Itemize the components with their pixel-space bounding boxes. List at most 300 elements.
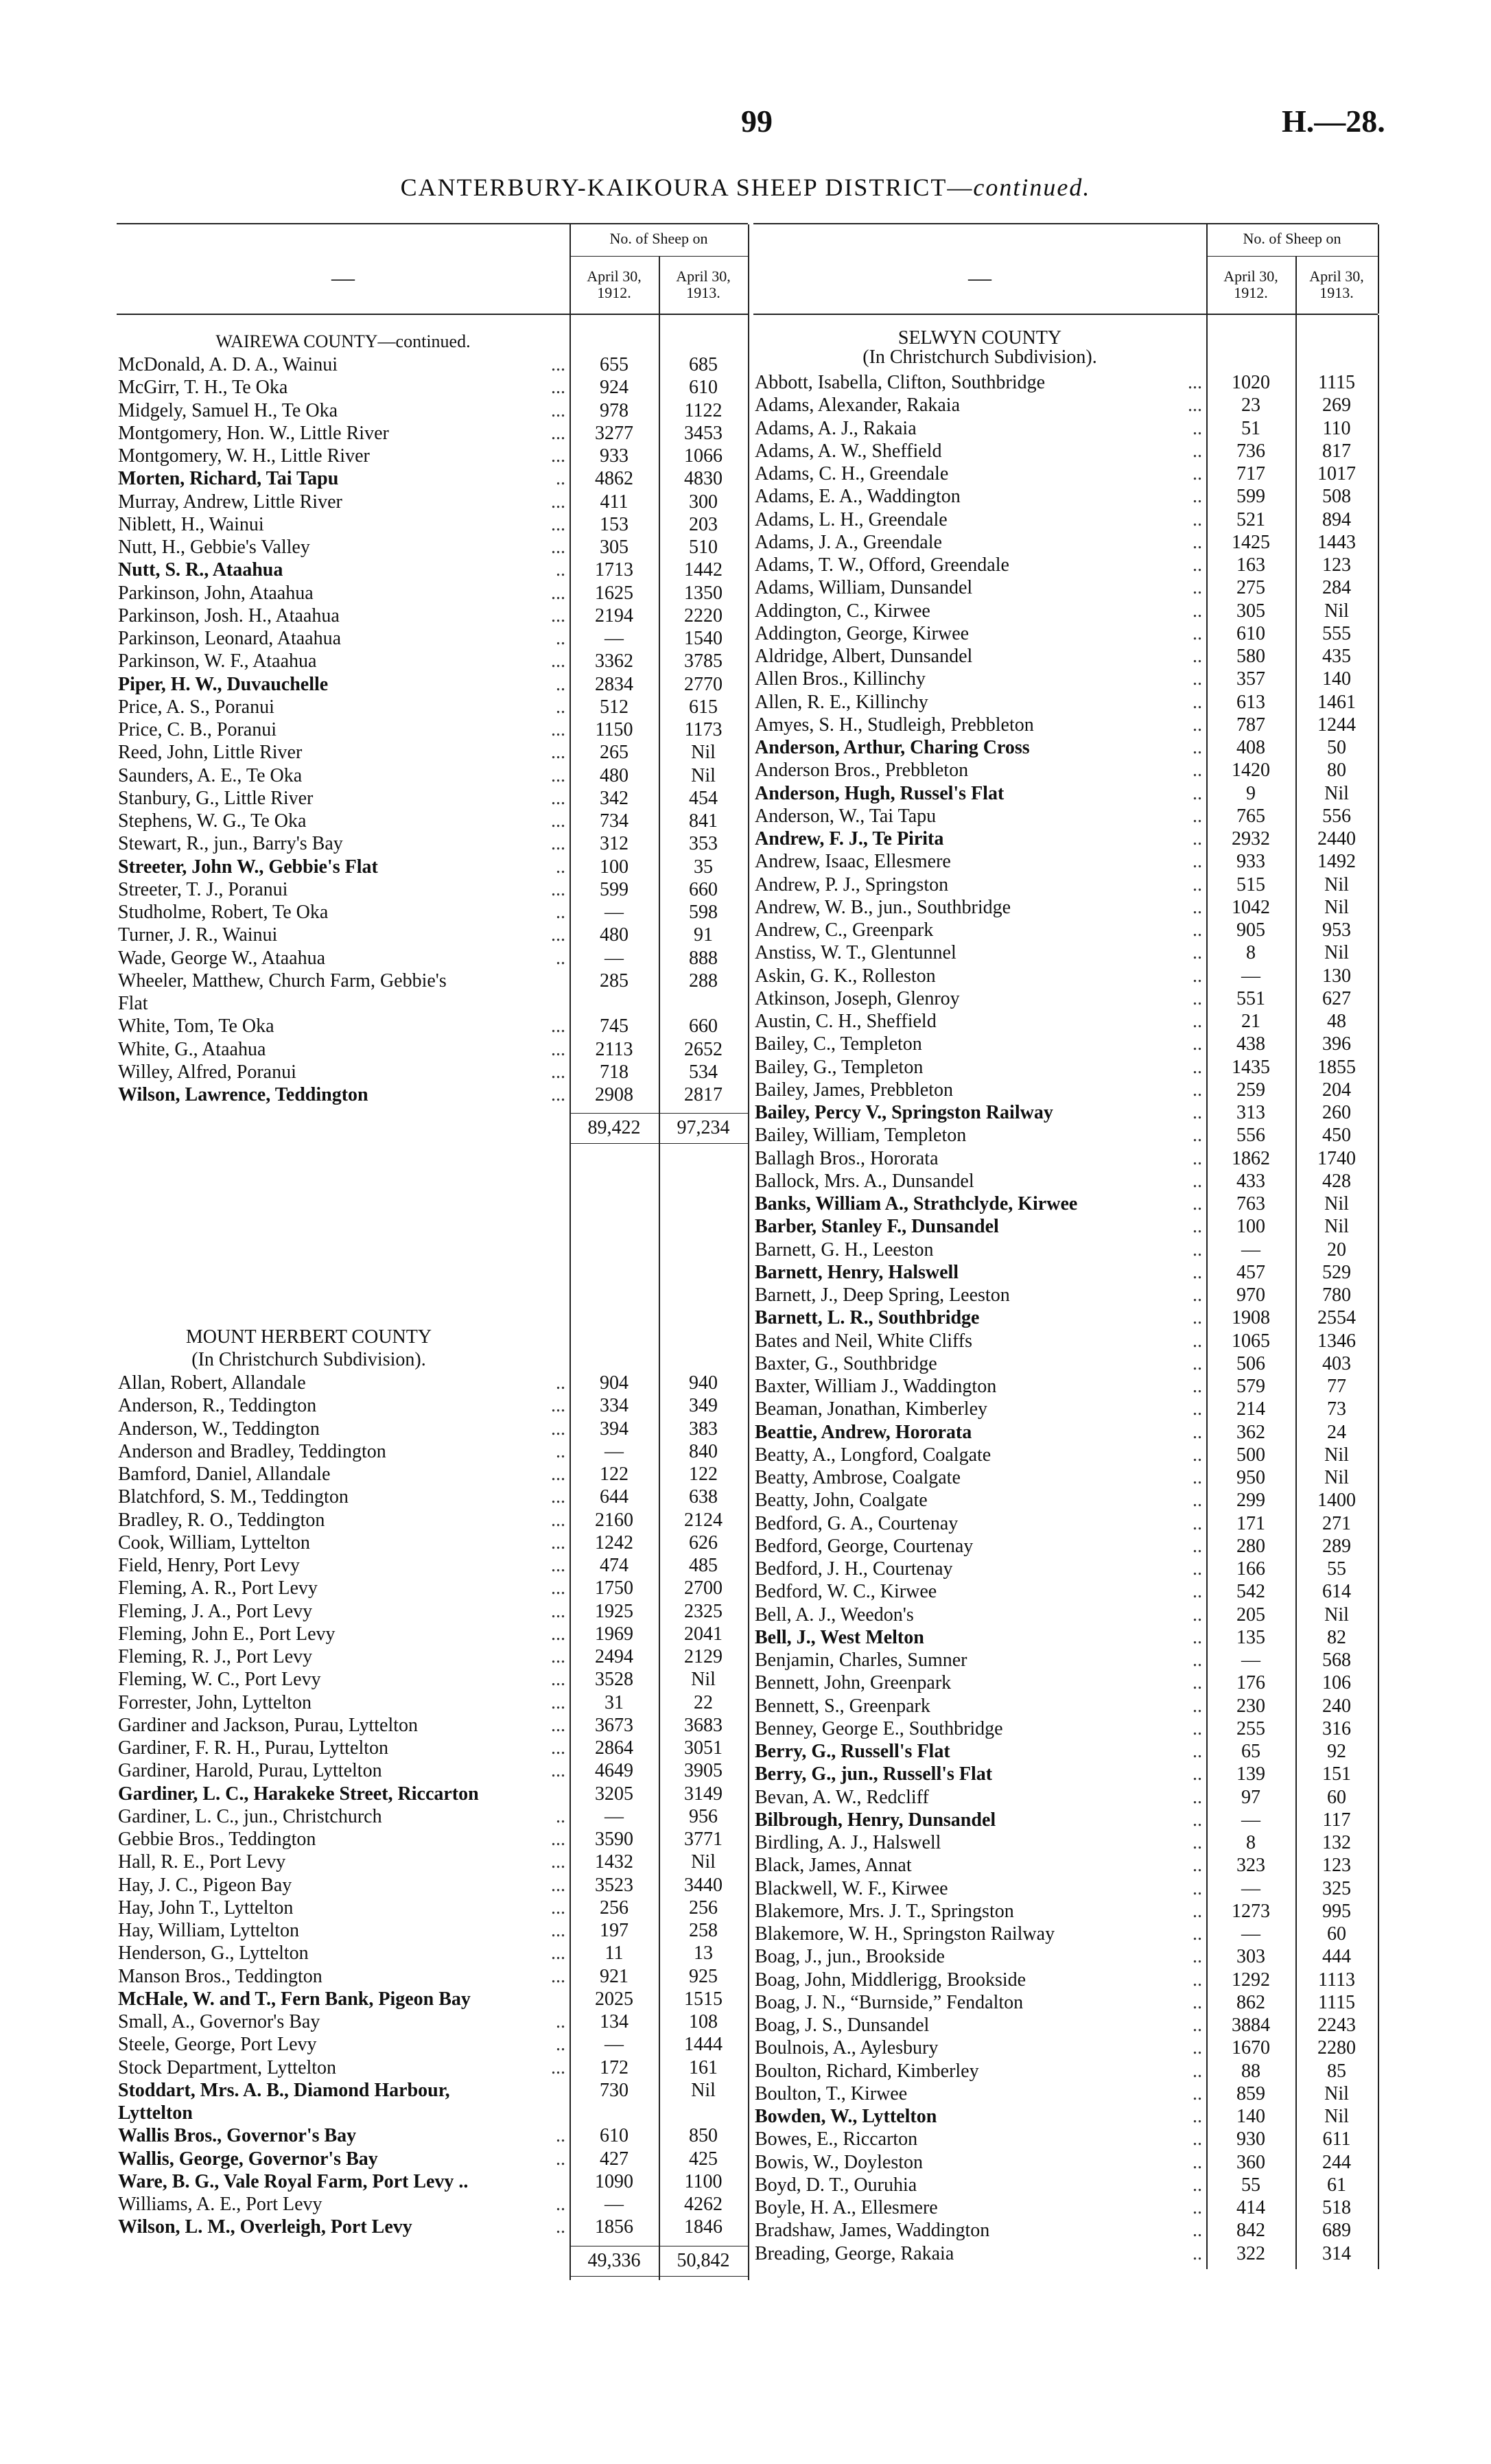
sheep-1913: 73	[1327, 1398, 1346, 1420]
sheep-1912: 88	[1241, 2060, 1260, 2082]
leader-dots: ...	[551, 787, 565, 809]
leader-dots: ...	[551, 1669, 565, 1691]
sheep-1913: 685	[689, 354, 718, 375]
sheep-1913: Nil	[691, 742, 716, 764]
table-row	[117, 947, 748, 970]
leader-dots: ..	[1193, 463, 1202, 484]
table-row	[753, 2196, 1378, 2219]
sheep-1912: 930	[1236, 2128, 1265, 2150]
sheep-1912: 303	[1236, 1946, 1265, 1968]
leader-dots: ..	[556, 856, 565, 878]
sheep-1913: 1540	[684, 628, 723, 649]
leader-dots: ..	[1193, 1239, 1202, 1260]
leader-dots: ...	[551, 1943, 565, 1964]
holder-name: Reed, John, Little River	[118, 742, 303, 764]
holder-name: Black, James, Annat	[755, 1855, 912, 1877]
table-row	[117, 1532, 748, 1554]
sheep-1913: 529	[1322, 1261, 1351, 1283]
header-rule	[1206, 224, 1208, 314]
sheep-1913: 850	[689, 2125, 718, 2147]
table-row	[753, 1170, 1378, 1193]
table-row	[753, 2082, 1378, 2105]
sheep-1912: 1435	[1232, 1056, 1270, 1078]
holder-name: Andrew, F. J., Te Pirita	[755, 828, 944, 849]
table-row	[117, 1668, 748, 1691]
holder-name: Boag, John, Middlerigg, Brookside	[755, 1969, 1026, 1991]
table-row	[753, 691, 1378, 714]
header-dash: —	[331, 266, 355, 291]
leader-dots: ...	[551, 719, 565, 740]
sheep-1913: 203	[689, 513, 718, 535]
sheep-1912: 205	[1236, 1604, 1265, 1626]
table-row	[753, 1398, 1378, 1420]
table-row	[117, 1509, 748, 1532]
sheep-1912: 255	[1236, 1717, 1265, 1739]
sheep-1913: 349	[689, 1395, 718, 1417]
table-row	[117, 856, 748, 878]
table-row	[117, 2102, 748, 2124]
sheep-1912: 2932	[1232, 828, 1270, 849]
sheep-1912: 970	[1236, 1284, 1265, 1306]
leader-dots: ..	[1193, 1604, 1202, 1626]
sheep-1913: 288	[689, 970, 718, 992]
header-no-of-sheep: No. of Sheep on	[609, 230, 708, 247]
holder-name: Nutt, H., Gebbie's Valley	[118, 537, 310, 558]
holder-name: Austin, C. H., Sheffield	[755, 1011, 937, 1032]
holder-name: Benney, George E., Southbridge	[755, 1717, 1003, 1739]
table-row	[753, 1809, 1378, 1831]
sheep-1913: 2700	[684, 1577, 723, 1599]
table-row	[117, 1577, 748, 1599]
holder-name: Bedford, G. A., Courtenay	[755, 1512, 959, 1534]
leader-dots: ..	[1193, 1832, 1202, 1853]
leader-dots: ..	[1193, 531, 1202, 553]
sheep-1912: 1750	[595, 1577, 633, 1599]
sheep-1913: 2041	[684, 1623, 723, 1645]
sheep-1912: 1292	[1232, 1969, 1270, 1991]
sheep-1912: 924	[600, 377, 629, 399]
leader-dots: ...	[551, 742, 565, 764]
sheep-1912: 933	[1236, 851, 1265, 873]
total-1912: 89,422	[587, 1117, 641, 1139]
sheep-1912: 515	[1236, 873, 1265, 895]
sheep-1912: 1670	[1232, 2037, 1270, 2059]
holder-name: Banks, William A., Strathclyde, Kirwee	[755, 1193, 1078, 1215]
holder-name: Wilson, Lawrence, Teddington	[118, 1084, 368, 1105]
holder-name: Andrew, W. B., jun., Southbridge	[755, 896, 1011, 918]
holder-name: Ballagh Bros., Hororata	[755, 1147, 939, 1169]
holder-name: Boulton, T., Kirwee	[755, 2082, 908, 2104]
table-row	[117, 741, 748, 764]
leader-dots: ...	[551, 1509, 565, 1531]
sheep-1913: 314	[1322, 2242, 1351, 2264]
leader-dots: ..	[1193, 1147, 1202, 1169]
table-row	[753, 1101, 1378, 1124]
sheep-1912: 905	[1236, 919, 1265, 941]
leader-dots: ..	[1193, 2106, 1202, 2127]
sheep-1912: 176	[1236, 1672, 1265, 1694]
table-row	[753, 1854, 1378, 1877]
leader-dots: ..	[1193, 2197, 1202, 2218]
table-row	[753, 1421, 1378, 1444]
table-row	[117, 1372, 748, 1394]
leader-dots: ..	[1193, 1125, 1202, 1147]
column-rule	[570, 315, 571, 2280]
leader-dots: ..	[1193, 1033, 1202, 1055]
table-row	[753, 896, 1378, 919]
sheep-1912: 1425	[1232, 531, 1270, 553]
sheep-1913: 3149	[684, 1783, 723, 1805]
table-row	[753, 371, 1378, 394]
leader-dots: ..	[556, 1440, 565, 1462]
leader-dots: ...	[551, 1395, 565, 1417]
table-row	[753, 1900, 1378, 1923]
sheep-1912: 1065	[1232, 1330, 1270, 1352]
holder-name: Allen Bros., Killinchy	[755, 668, 926, 690]
leader-dots: ..	[1193, 851, 1202, 873]
leader-dots: ..	[1193, 942, 1202, 964]
table-row	[117, 1783, 748, 1805]
leader-dots: ...	[551, 582, 565, 604]
leader-dots: ..	[556, 2125, 565, 2147]
sheep-1913: 1017	[1317, 463, 1356, 484]
leader-dots: ...	[551, 1920, 565, 1941]
sheep-1912: 408	[1236, 737, 1265, 758]
sheep-1912: —	[604, 2194, 624, 2215]
holder-name: Bennett, S., Greenpark	[755, 1695, 930, 1717]
table-row	[753, 828, 1378, 850]
sheep-1913: 1492	[1317, 851, 1356, 873]
leader-dots: ..	[1193, 1650, 1202, 1671]
table-row	[117, 2033, 748, 2056]
sheep-1912: 322	[1236, 2242, 1265, 2264]
table-row	[753, 1079, 1378, 1101]
table-row	[753, 485, 1378, 508]
sheep-1913: 1066	[684, 445, 723, 467]
sheep-1912: 312	[600, 833, 629, 855]
holder-name: Lyttelton	[118, 2102, 193, 2124]
sheep-1913: Nil	[1324, 942, 1349, 964]
left-table-body	[117, 315, 748, 2456]
holder-name: Boulnois, A., Aylesbury	[755, 2037, 939, 2059]
holder-name: Blackwell, W. F., Kirwee	[755, 1877, 948, 1899]
sheep-1912: 1042	[1232, 896, 1270, 918]
sheep-1913: 627	[1322, 987, 1351, 1009]
sheep-1913: Nil	[1324, 896, 1349, 918]
sheep-1912: 599	[600, 878, 629, 900]
leader-dots: ...	[1188, 395, 1202, 416]
table-row	[117, 1942, 748, 1964]
sheep-1912: 3884	[1232, 2015, 1270, 2036]
table-row	[117, 650, 748, 672]
sheep-1913: 3905	[684, 1760, 723, 1782]
leader-dots: ..	[1193, 2128, 1202, 2150]
sheep-1913: 2770	[684, 673, 723, 695]
sheep-1912: 3590	[595, 1829, 633, 1850]
column-divider	[748, 226, 749, 2269]
sheep-1913: 48	[1327, 1011, 1346, 1032]
leader-dots: ..	[1193, 1421, 1202, 1443]
holder-name: Adams, J. A., Greendale	[755, 531, 942, 553]
sheep-1912: 599	[1236, 486, 1265, 508]
leader-dots: ..	[1193, 805, 1202, 827]
table-row	[753, 1535, 1378, 1558]
leader-dots: ..	[1193, 1535, 1202, 1557]
sheep-1913: Nil	[1324, 2082, 1349, 2104]
holder-name: Adams, E. A., Waddington	[755, 486, 961, 508]
table-row	[117, 764, 748, 787]
holder-name: Gardiner, L. C., jun., Christchurch	[118, 1805, 382, 1827]
sheep-1912: 299	[1236, 1490, 1265, 1512]
sheep-1913: 110	[1322, 417, 1351, 439]
holder-name: Anderson Bros., Prebbleton	[755, 760, 969, 782]
sheep-1912: —	[1241, 1923, 1260, 1945]
holder-name: Parkinson, Leonard, Ataahua	[118, 628, 342, 649]
table-row	[753, 1489, 1378, 1512]
sheep-1913: 2243	[1317, 2015, 1356, 2036]
sheep-1913: 660	[689, 878, 718, 900]
table-row	[117, 924, 748, 946]
sheep-1912: 362	[1236, 1421, 1265, 1443]
holder-name: White, Tom, Te Oka	[118, 1016, 274, 1037]
sheep-1913: 123	[1322, 1855, 1351, 1877]
sheep-1913: 660	[689, 1016, 718, 1037]
table-row	[117, 1805, 748, 1828]
holder-name: Birdling, A. J., Halswell	[755, 1832, 941, 1853]
holder-name: Bedford, J. H., Courtenay	[755, 1558, 953, 1580]
sheep-1912: 153	[600, 513, 629, 535]
table-row	[753, 2014, 1378, 2037]
county-heading-wairewa: WAIREWA COUNTY—continued.	[215, 331, 471, 351]
table-row	[753, 2060, 1378, 2082]
holder-name: Anderson, R., Teddington	[118, 1395, 317, 1417]
table-row	[753, 965, 1378, 987]
header-rule	[570, 256, 748, 257]
table-row	[117, 810, 748, 832]
sheep-1913: 240	[1322, 1695, 1351, 1717]
sheep-1912: 360	[1236, 2151, 1265, 2173]
table-row	[753, 1512, 1378, 1535]
table-row	[753, 1877, 1378, 1900]
total-1913: 50,842	[677, 2249, 730, 2271]
sheep-1913: 260	[1322, 1102, 1351, 1123]
holder-name: Montgomery, Hon. W., Little River	[118, 422, 389, 444]
leader-dots: ..	[556, 468, 565, 490]
leader-dots: ...	[551, 513, 565, 535]
sheep-1913: 284	[1322, 577, 1351, 599]
sheep-1912: 122	[600, 1464, 629, 1485]
sheep-1913: 353	[689, 833, 718, 855]
table-row	[117, 376, 748, 399]
holder-name: Stewart, R., jun., Barry's Bay	[118, 833, 343, 855]
leader-dots: ...	[551, 924, 565, 946]
leader-dots: ..	[1193, 668, 1202, 690]
report-reference: H.—28.	[1282, 104, 1385, 139]
holder-name: Amyes, S. H., Studleigh, Prebbleton	[755, 714, 1034, 736]
table-row	[753, 600, 1378, 622]
holder-name: Adams, A. J., Rakaia	[755, 417, 917, 439]
sheep-1913: 3440	[684, 1874, 723, 1896]
leader-dots: ...	[551, 1061, 565, 1083]
leader-dots: ..	[1193, 2174, 1202, 2196]
table-row	[117, 901, 748, 924]
leader-dots: ...	[551, 1714, 565, 1736]
sheep-1913: Nil	[1324, 600, 1349, 622]
header-no-of-sheep: No. of Sheep on	[1243, 230, 1341, 247]
holder-name: Boyd, D. T., Ouruhia	[755, 2174, 917, 2196]
sheep-1913: 518	[1322, 2197, 1351, 2218]
leader-dots: ..	[556, 2194, 565, 2215]
table-row	[117, 422, 748, 445]
sheep-1912: 8	[1246, 1832, 1256, 1853]
holder-name: Fleming, R. J., Port Levy	[118, 1646, 313, 1667]
leader-dots: ..	[1193, 965, 1202, 987]
holder-name: Boag, J. S., Dunsandel	[755, 2015, 930, 2036]
sheep-1913: 1846	[684, 2216, 723, 2238]
table-row	[117, 832, 748, 855]
holder-name: Fleming, W. C., Port Levy	[118, 1669, 321, 1691]
sheep-1913: 2280	[1317, 2037, 1356, 2059]
table-row	[753, 1193, 1378, 1215]
sheep-1912: 100	[1236, 1216, 1265, 1238]
leader-dots: ...	[551, 422, 565, 444]
leader-dots: ..	[1193, 2060, 1202, 2082]
leader-dots: ...	[551, 1874, 565, 1896]
sheep-1913: 1740	[1317, 1147, 1356, 1169]
title-main: CANTERBURY-KAIKOURA SHEEP DISTRICT—	[400, 174, 974, 201]
leader-dots: ..	[1193, 737, 1202, 758]
holder-name: Baxter, William J., Waddington	[755, 1376, 997, 1397]
holder-name: Nutt, S. R., Ataahua	[118, 559, 283, 581]
table-row	[753, 759, 1378, 782]
header-april-1913: April 30, 1913.	[1309, 268, 1364, 301]
table-row	[753, 1306, 1378, 1329]
leader-dots: ...	[551, 1486, 565, 1508]
holder-name: McGirr, T. H., Te Oka	[118, 377, 288, 399]
holder-name: Beatty, A., Longford, Coalgate	[755, 1444, 991, 1466]
leader-dots: ..	[1193, 1946, 1202, 1968]
sheep-1912: —	[1241, 1809, 1260, 1831]
sheep-1912: 765	[1236, 805, 1265, 827]
sheep-1913: 1442	[684, 559, 723, 581]
sheep-1912: 610	[1236, 622, 1265, 644]
sheep-1912: 163	[1236, 554, 1265, 576]
sheep-1912: —	[604, 902, 624, 923]
leader-dots: ..	[1193, 1170, 1202, 1192]
header-april-1912: April 30, 1912.	[1223, 268, 1278, 301]
table-row	[753, 1033, 1378, 1055]
sheep-1913: 2817	[684, 1084, 723, 1105]
sheep-1912: 1856	[595, 2216, 633, 2238]
sheep-1912: 334	[600, 1395, 629, 1417]
sheep-1912: —	[604, 628, 624, 649]
sheep-1912: 717	[1236, 463, 1265, 484]
sheep-1913: 92	[1327, 1741, 1346, 1762]
sheep-1913: Nil	[691, 1669, 716, 1691]
sheep-1913: 91	[694, 924, 713, 946]
sheep-1913: 1115	[1318, 1991, 1355, 2013]
sheep-1912: 644	[600, 1486, 629, 1508]
sheep-1912: 414	[1236, 2197, 1265, 2218]
leader-dots: ..	[1193, 1079, 1202, 1101]
sheep-1913: 123	[1322, 554, 1351, 576]
holder-name: Boyle, H. A., Ellesmere	[755, 2197, 938, 2218]
holder-name: Wallis, George, Governor's Bay	[118, 2148, 378, 2170]
table-row	[117, 1897, 748, 1919]
holder-name: Abbott, Isabella, Clifton, Southbridge	[755, 372, 1046, 393]
holder-name: Price, C. B., Poranui	[118, 719, 277, 740]
leader-dots: ...	[551, 399, 565, 421]
table-row	[117, 1440, 748, 1463]
holder-name: Bailey, Percy V., Springston Railway	[755, 1102, 1053, 1123]
table-row	[117, 1394, 748, 1417]
table-row	[753, 462, 1378, 485]
sheep-1912: 2025	[595, 1988, 633, 2010]
sheep-1912: 842	[1236, 2220, 1265, 2242]
sheep-1912: 275	[1236, 577, 1265, 599]
holder-name: Barnett, Henry, Halswell	[755, 1261, 959, 1283]
table-row	[753, 1056, 1378, 1079]
sheep-1912: 457	[1236, 1261, 1265, 1283]
sheep-1913: 2554	[1317, 1307, 1356, 1329]
leader-dots: ..	[1193, 1969, 1202, 1991]
table-row	[117, 878, 748, 901]
sheep-1912: 933	[600, 445, 629, 467]
sheep-1912: 2194	[595, 605, 633, 626]
table-row	[117, 1038, 748, 1061]
sheep-1913: 1173	[684, 719, 723, 740]
sheep-1912: 21	[1241, 1011, 1260, 1032]
holder-name: Bailey, James, Prebbleton	[755, 1079, 954, 1101]
holder-name: Manson Bros., Teddington	[118, 1965, 322, 1987]
sheep-1913: Nil	[1324, 2106, 1349, 2127]
leader-dots: ..	[1193, 1056, 1202, 1078]
table-row	[753, 622, 1378, 645]
leader-dots: ...	[551, 764, 565, 786]
holder-name: Field, Henry, Port Levy	[118, 1555, 300, 1576]
sheep-1912: 2494	[595, 1646, 633, 1667]
leader-dots: ..	[1193, 2082, 1202, 2104]
total-1912: 49,336	[587, 2249, 641, 2271]
leader-dots: ...	[551, 1016, 565, 1037]
sheep-1913: Nil	[1324, 1604, 1349, 1626]
leader-dots: ...	[1188, 372, 1202, 393]
holder-name: Blatchford, S. M., Teddington	[118, 1486, 349, 1508]
holder-name: Saunders, A. E., Te Oka	[118, 764, 303, 786]
leader-dots: ...	[551, 1555, 565, 1576]
holder-name: Aldridge, Albert, Dunsandel	[755, 646, 973, 667]
sheep-1912: 140	[1236, 2106, 1265, 2127]
table-row	[117, 513, 748, 536]
table-row	[753, 805, 1378, 828]
sheep-1912: 3277	[595, 422, 633, 444]
table-row	[117, 399, 748, 422]
table-header	[117, 223, 748, 315]
header-rule	[1378, 224, 1379, 314]
sheep-1912: 551	[1236, 987, 1265, 1009]
sheep-1913: 689	[1322, 2220, 1351, 2242]
holder-name: Bedford, George, Courtenay	[755, 1535, 974, 1557]
leader-dots: ...	[551, 445, 565, 467]
holder-name: Studholme, Robert, Te Oka	[118, 902, 329, 923]
holder-name: Niblett, H., Wainui	[118, 513, 264, 535]
holder-name: Ware, B. G., Vale Royal Farm, Port Levy ..	[118, 2170, 469, 2192]
sheep-1913: 82	[1327, 1626, 1346, 1648]
holder-name: Berry, G., jun., Russell's Flat	[755, 1763, 993, 1785]
sheep-1913: 1350	[684, 582, 723, 604]
sheep-1913: 510	[689, 537, 718, 558]
holder-name: Wade, George W., Ataahua	[118, 947, 326, 969]
